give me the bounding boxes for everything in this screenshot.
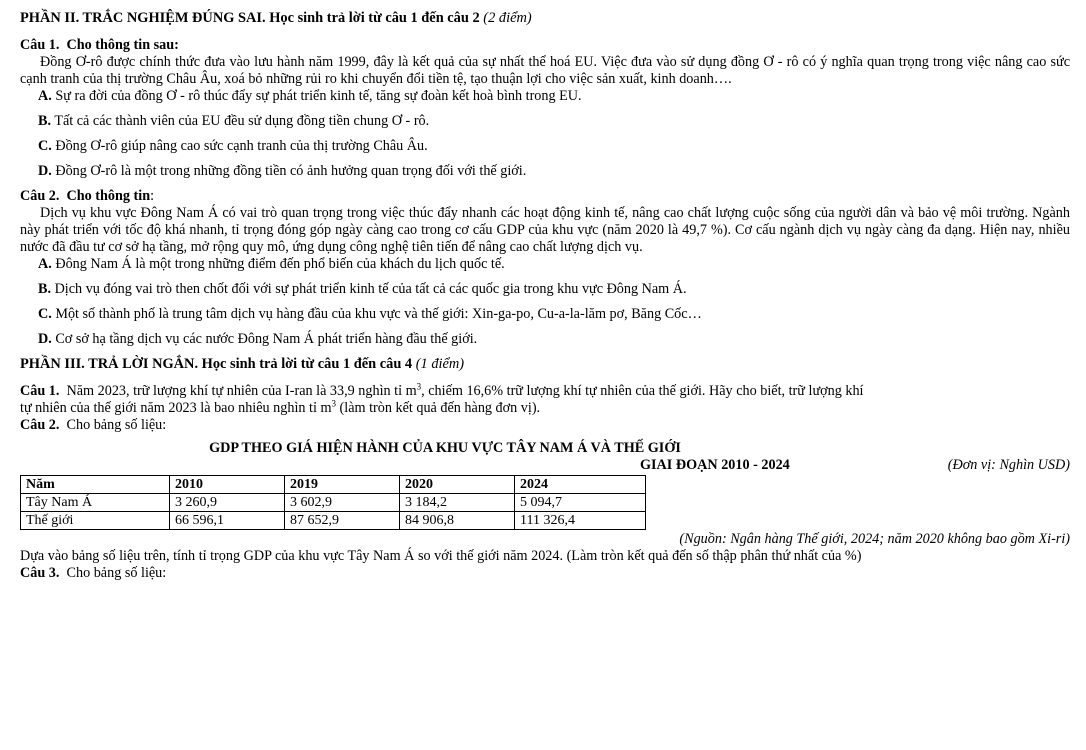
p3-q3-heading [20,565,1070,582]
table-cell: 5 094,7 [515,494,646,512]
p2-q1-passage: Đồng Ơ-rô được chính thức đưa vào lưu hành năm 1999, đây là kết quả của sự nhất thể hoá EU. Việc đưa vào sử dụng đồng Ơ - rô có ý nghĩa quan trọng trong việc nâng cao sức cạnh tranh của thị trường Châu Âu, xoá bỏ những rủi ro khi chuyển đổi tiền tệ, tạo thuận lợi cho việc sản xuất, kinh doanh…. [20,54,1070,87]
p2-q2-passage: Dịch vụ khu vực Đông Nam Á có vai trò quan trọng trong việc thúc đẩy nhanh các hoạt động kinh tế, nâng cao chất lượng cuộc sống của người dân và bảo vệ môi trường. Ngành này phát triển với tốc độ khá nhanh, tỉ trọng đóng góp ngày càng cao trong cơ cấu GDP của khu vực (năm 2020 là 49,7 %). Cơ cấu ngành dịch vụ ngày càng đa dạng. Hiện nay, nhiều nước đã đầu tư cơ sở hạ tầng, mở rộng quy mô, ứng dụng công nghệ tiên tiến để nâng cao chất lượng dịch vụ. [20,205,1070,255]
p2-q1-title: Cho thông tin sau: [66,37,179,53]
p2-q1-label: Câu 1. [20,37,60,53]
p3-q3-label: Câu 3. [20,565,60,581]
p2-q2-label: Câu 2. [20,188,60,204]
p2-q1-heading [20,37,1070,54]
table-cell: Thế giới [21,512,170,530]
table-header-cell: 2024 [515,476,646,494]
part2-points: (2 điểm) [483,10,532,26]
p3-q2-label: Câu 2. [20,417,60,433]
table-header-cell: 2020 [400,476,515,494]
table-header-row [21,476,646,494]
table-cell: 3 184,2 [400,494,515,512]
p3-q2-title: Cho bảng số liệu: [66,417,167,433]
table-cell: 87 652,9 [285,512,400,530]
table-row [21,512,646,530]
part3-heading-text: PHẦN III. TRẢ LỜI NGẮN. Học sinh trả lời từ câu 1 đến câu 4 [20,356,413,372]
table-header-cell: 2019 [285,476,400,494]
p2-q1-option-b: B. Tất cả các thành viên của EU đều sử dụng đồng tiền chung Ơ - rô. [38,113,430,129]
table-header-cell: Năm [21,476,170,494]
p3-q2-heading [20,417,1070,434]
table-cell: 66 596,1 [170,512,285,530]
part3-heading [20,356,1070,373]
p2-q2-option-c: C. Một số thành phố là trung tâm dịch vụ hàng đầu của khu vực và thế giới: Xin-ga-po, Cu-a-la-lăm pơ, Băng Cốc… [38,306,702,322]
part3-points: (1 điểm) [415,356,465,372]
table-source: (Nguồn: Ngân hàng Thế giới, 2024; năm 2020 không bao gồm Xi-ri) [679,531,1070,547]
table-row [21,494,646,512]
part2-heading-text: PHẦN II. TRẮC NGHIỆM ĐÚNG SAI. Học sinh trả lời từ câu 1 đến câu 2 [20,10,480,26]
table-cell: 111 326,4 [515,512,646,530]
p2-q2-option-a: A. Đông Nam Á là một trong những điểm đến phổ biến của khách du lịch quốc tế. [38,256,505,272]
p2-q1-option-d: D. Đồng Ơ-rô là một trong những đồng tiền có ảnh hưởng quan trọng đối với thế giới. [38,163,527,179]
p3-q1-line1: Câu 1. Năm 2023, trữ lượng khí tự nhiên của I-ran là 33,9 nghìn tỉ $m^3$, chiếm 16,6% trữ lượng khí tự nhiên của thế giới. Hãy cho biết, trữ lượng khí [20,381,864,399]
p2-q1-option-a: A. Sự ra đời của đồng Ơ - rô thúc đẩy sự phát triển kinh tế, tăng sự đoàn kết hoà bình trong EU. [38,88,582,104]
table-cell: 3 602,9 [285,494,400,512]
p2-q2-title: Cho thông tin [66,188,151,204]
table-cell: 3 260,9 [170,494,285,512]
p3-q3-title: Cho bảng số liệu: [66,565,167,581]
table-cell: Tây Nam Á [21,494,170,512]
table-header-cell: 2010 [170,476,285,494]
document-page [20,10,1070,582]
table-subheader [20,457,1070,475]
table-unit: (Đơn vị: Nghìn USD) [947,457,1070,473]
table-period: GIAI ĐOẠN 2010 - 2024 [640,457,790,473]
p2-q1-option-c: C. Đồng Ơ-rô giúp nâng cao sức cạnh tranh của thị trường Châu Âu. [38,138,428,154]
part2-heading [20,10,1070,27]
p2-q2-option-b: B. Dịch vụ đóng vai trò then chốt đối với sự phát triển kinh tế của tất cả các quốc gia trong khu vực Đông Nam Á. [38,281,687,297]
table-title: GDP THEO GIÁ HIỆN HÀNH CỦA KHU VỰC TÂY NAM Á VÀ THẾ GIỚI [209,440,681,456]
gdp-table [20,475,646,530]
table-cell: 84 906,8 [400,512,515,530]
p3-q1-line2: tự nhiên của thế giới năm 2023 là bao nhiêu nghìn tỉ $m^3$ (làm tròn kết quả đến hàng đơn vị). [20,398,541,416]
p3-q1-label: Câu 1. [20,383,60,399]
p2-q2-option-d: D. Cơ sở hạ tầng dịch vụ các nước Đông Nam Á phát triển hàng đầu thế giới. [38,331,478,347]
p2-q2-heading: Câu 2. Cho thông tin: [20,188,155,204]
p3-q2-question: Dựa vào bảng số liệu trên, tính tỉ trọng GDP của khu vực Tây Nam Á so với thế giới năm 2024. (Làm tròn kết quả đến số thập phân thứ nhất của %) [20,548,862,564]
